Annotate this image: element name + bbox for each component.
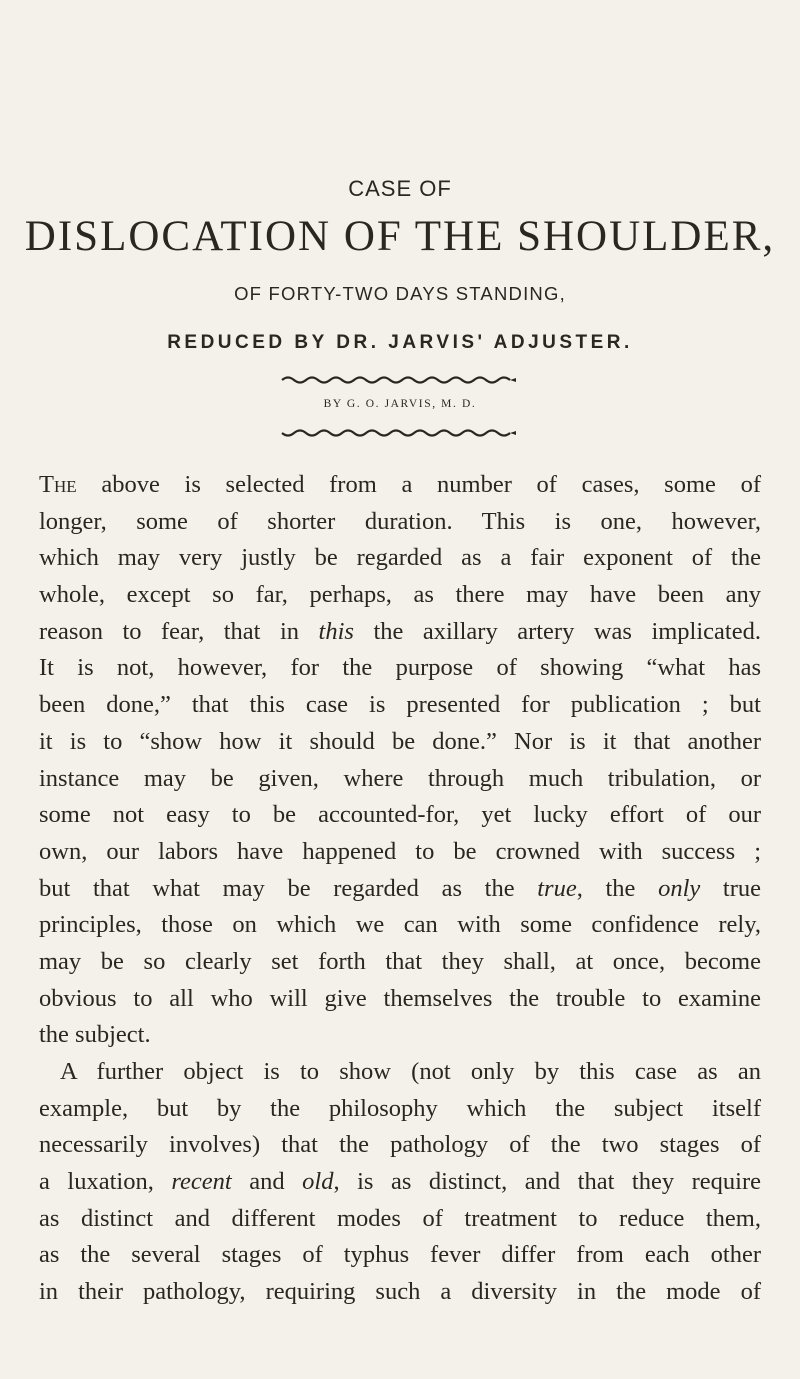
text-line: principles, those on which we can with some confidence rely, <box>39 911 761 939</box>
text-line: The above is selected from a number of cases, some of <box>39 471 761 498</box>
reduced-by-line: REDUCED BY DR. JARVIS' ADJUSTER. <box>167 332 633 353</box>
text-line: but that what may be regarded as the true, the only true <box>39 874 762 902</box>
subtitle: OF FORTY-TWO DAYS STANDING, <box>234 283 566 304</box>
drop-word: The <box>39 471 77 498</box>
page-title: DISLOCATION OF THE SHOULDER, <box>24 213 776 260</box>
text-line: it is to “show how it should be done.” Nor is it that another <box>39 727 761 755</box>
ornamental-rule-bottom <box>280 427 518 439</box>
text-line: necessarily involves) that the pathology of the two stages of <box>39 1131 761 1159</box>
text-line: It is not, however, for the purpose of showing “what has <box>39 654 761 682</box>
text-line: as the several stages of typhus fever differ from each other <box>39 1241 761 1269</box>
text-line: been done,” that this case is presented for publication ; but <box>39 691 761 719</box>
ornamental-rule-top <box>280 374 518 386</box>
text-line: own, our labors have happened to be crowned with success ; <box>39 837 761 865</box>
text-line: as distinct and different modes of treatment to reduce them, <box>39 1204 761 1232</box>
text-line: obvious to all who will give themselves the trouble to examine <box>39 984 761 1012</box>
emphasis: only <box>658 874 701 902</box>
text-line: A further object is to show (not only by this case as an <box>60 1058 761 1085</box>
emphasis: old <box>302 1168 334 1196</box>
byline: BY G. O. JARVIS, M. D. <box>323 398 477 410</box>
text-line: example, but by the philosophy which the subject itself <box>39 1094 761 1122</box>
text-line: may be so clearly set forth that they shall, at once, become <box>39 947 761 975</box>
text-line: the subject. <box>39 1021 151 1049</box>
text-line: in their pathology, requiring such a diversity in the mode of <box>39 1278 761 1306</box>
emphasis: this <box>318 617 354 645</box>
text-line: some not easy to be accounted-for, yet lucky effort of our <box>39 801 761 829</box>
case-of-heading: CASE OF <box>348 176 452 201</box>
text-line: a luxation, recent and old, is as distinct, and that they require <box>39 1168 762 1196</box>
emphasis: true <box>537 874 577 902</box>
text-line: which may very justly be regarded as a fair exponent of the <box>39 544 761 572</box>
text-line: longer, some of shorter duration. This is one, however, <box>39 507 761 535</box>
text-line: whole, except so far, perhaps, as there may have been any <box>39 581 761 609</box>
body-text <box>39 467 761 1311</box>
text-line: instance may be given, where through much tribulation, or <box>39 764 761 792</box>
emphasis: recent <box>171 1168 232 1196</box>
text-line: reason to fear, that in this the axillary artery was implicated. <box>39 617 761 645</box>
